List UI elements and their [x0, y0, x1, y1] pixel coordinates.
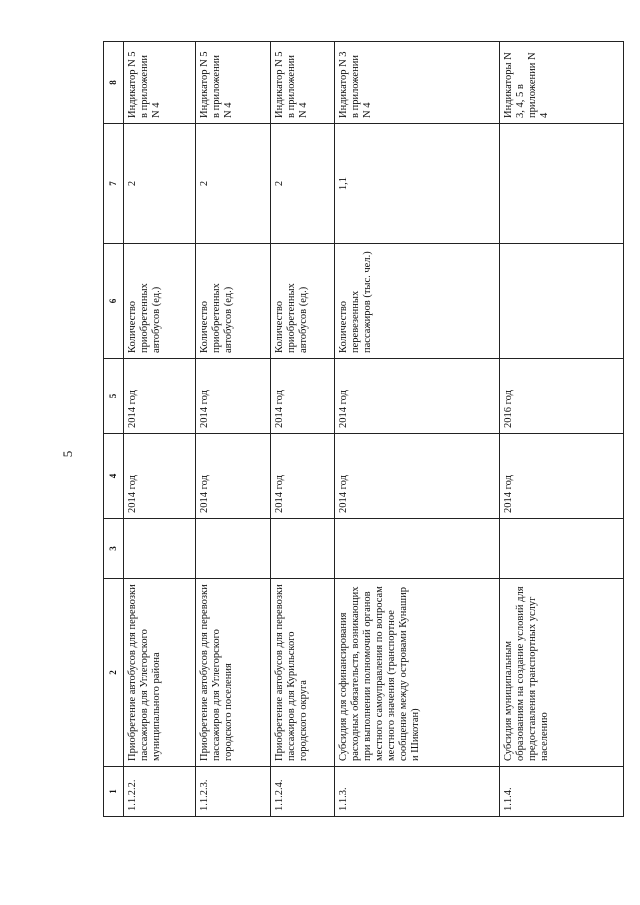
row-number: 1.1.4. — [500, 767, 624, 817]
row-indicator-ref: Индикатор N 5 в приложении N 4 — [124, 42, 196, 124]
table-row — [124, 42, 196, 817]
row-indicator-ref: Индикаторы N 3, 4, 5 в приложении N 4 — [500, 42, 624, 124]
row-name: Приобретение автобусов для перевозки пассажиров для Углегорского муниципального района — [124, 579, 196, 767]
header-cell-5: 5 — [104, 359, 124, 434]
row-indicator-value: 2 — [271, 124, 335, 244]
row-indicator-name: Количество приобретенных автобусов (ед.) — [271, 244, 335, 359]
row-indicator-value: 2 — [196, 124, 271, 244]
row-number: 1.1.2.4. — [271, 767, 335, 817]
row-end-year: 2014 год — [335, 359, 500, 434]
row-indicator-name — [500, 244, 624, 359]
row-col3 — [335, 519, 500, 579]
header-cell-1: 1 — [104, 767, 124, 817]
row-start-year: 2014 год — [196, 434, 271, 519]
row-start-year: 2014 год — [271, 434, 335, 519]
row-col3 — [196, 519, 271, 579]
table-row — [271, 42, 335, 817]
row-number: 1.1.3. — [335, 767, 500, 817]
table-row — [500, 42, 624, 817]
row-indicator-name: Количество перевезенных пассажиров (тыс. чел.) — [335, 244, 500, 359]
rotated-table-wrapper — [103, 42, 623, 817]
table-container — [103, 42, 623, 817]
row-col3 — [124, 519, 196, 579]
row-name: Субсидия муниципальным образованиям на создание условий для предоставления транспортных услуг населению — [500, 579, 624, 767]
page-number: 5 — [60, 450, 75, 458]
row-indicator-value: 2 — [124, 124, 196, 244]
row-indicator-name: Количество приобретенных автобусов (ед.) — [124, 244, 196, 359]
table-row — [196, 42, 271, 817]
row-start-year: 2014 год — [335, 434, 500, 519]
program-table — [103, 41, 624, 817]
row-indicator-ref: Индикатор N 3 в приложении N 4 — [335, 42, 500, 124]
header-cell-2: 2 — [104, 579, 124, 767]
row-start-year: 2014 год — [124, 434, 196, 519]
row-col3 — [271, 519, 335, 579]
header-cell-7: 7 — [104, 124, 124, 244]
row-number: 1.1.2.3. — [196, 767, 271, 817]
row-name: Приобретение автобусов для перевозки пассажиров для Курильского городского округа — [271, 579, 335, 767]
row-end-year: 2014 год — [196, 359, 271, 434]
row-end-year: 2014 год — [124, 359, 196, 434]
row-number: 1.1.2.2. — [124, 767, 196, 817]
row-indicator-value — [500, 124, 624, 244]
row-indicator-ref: Индикатор N 5 в приложении N 4 — [196, 42, 271, 124]
row-name: Приобретение автобусов для перевозки пассажиров для Углегорского городского поселения — [196, 579, 271, 767]
header-cell-8: 8 — [104, 42, 124, 124]
row-col3 — [500, 519, 624, 579]
row-start-year: 2014 год — [500, 434, 624, 519]
header-cell-4: 4 — [104, 434, 124, 519]
row-indicator-name: Количество приобретенных автобусов (ед.) — [196, 244, 271, 359]
table-row — [335, 42, 500, 817]
header-cell-3: 3 — [104, 519, 124, 579]
header-row — [104, 42, 124, 817]
row-end-year: 2016 год — [500, 359, 624, 434]
row-name: Субсидия для софинансирования расходных обязательств, возникающих при выполнении полномочий органов местного самоуправления по вопросам местного значения (транспортное сообщение между островами Кунашир и Шикотан) — [335, 579, 500, 767]
row-end-year: 2014 год — [271, 359, 335, 434]
row-indicator-ref: Индикатор N 5 в приложении N 4 — [271, 42, 335, 124]
row-indicator-value: 1,1 — [335, 124, 500, 244]
header-cell-6: 6 — [104, 244, 124, 359]
